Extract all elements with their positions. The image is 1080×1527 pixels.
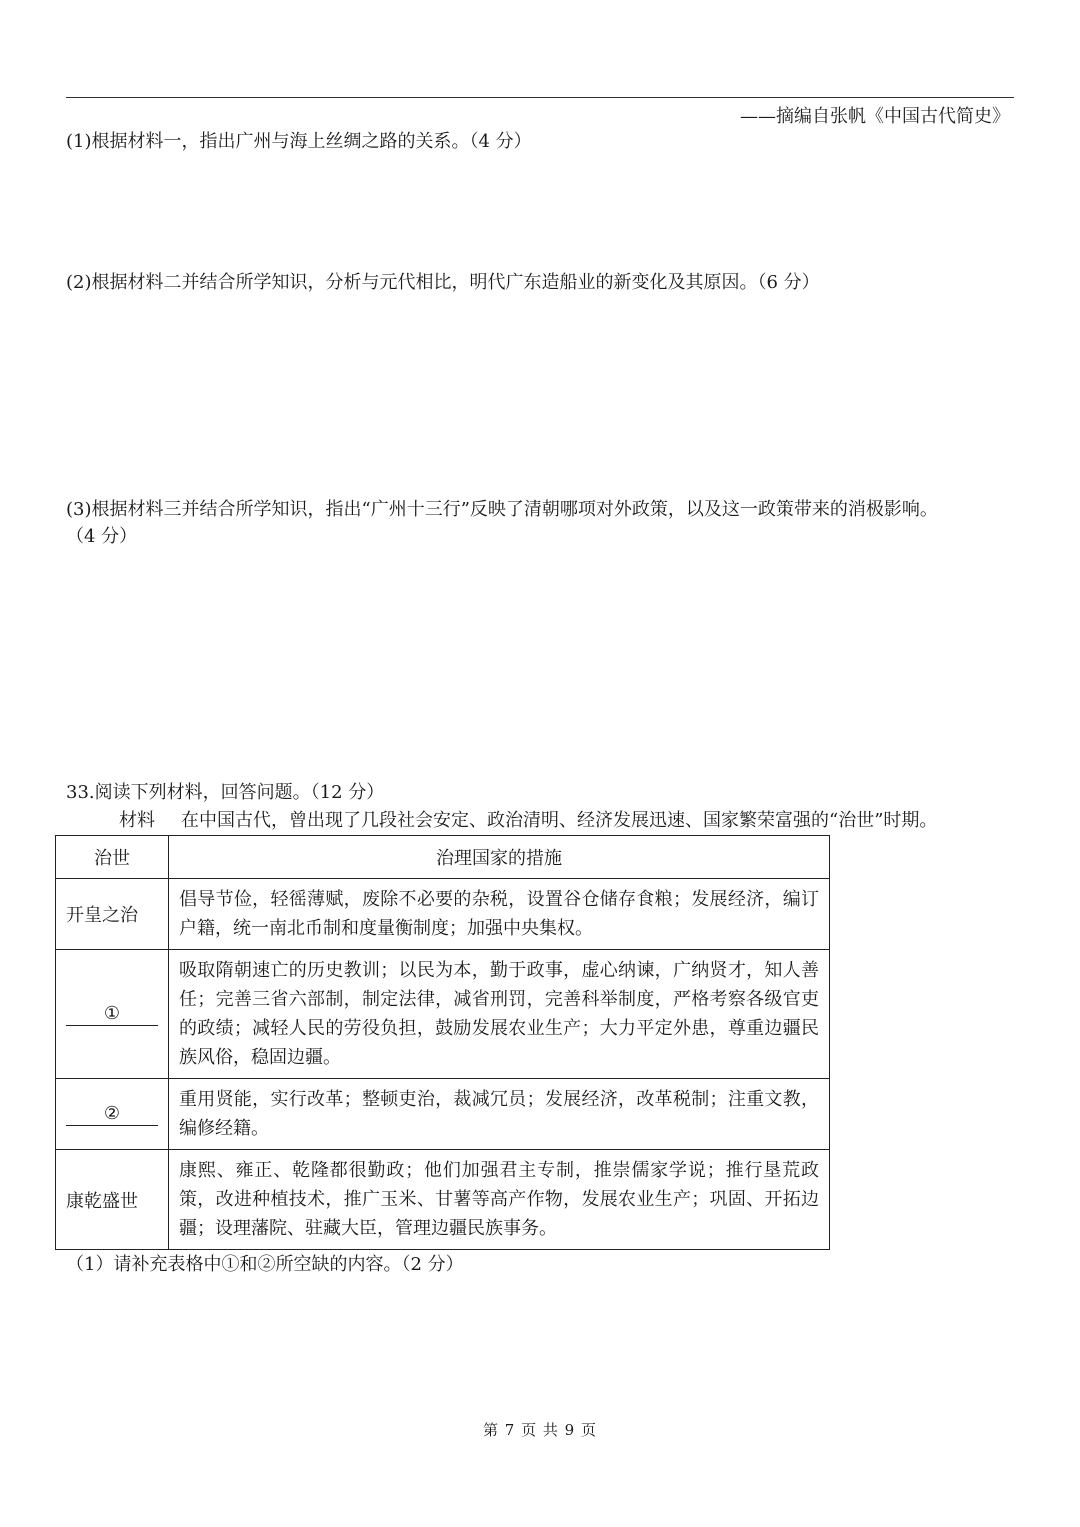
question-33-material [119,808,937,834]
table-row [56,879,830,950]
table-header-measures: 治理国家的措施 [169,836,830,879]
question-32-3-score: （4 分） [66,526,138,547]
table-row [56,1079,830,1150]
top-divider [66,97,1014,98]
material-text: 在中国古代，曾出现了几段社会安定、政治清明、经济发展迅速、国家繁荣富强的“治世”时期。 [181,810,938,831]
question-32-3: (3)根据材料三并结合所学知识，指出“广州十三行”反映了清朝哪项对外政策，以及这一政策带来的消极影响。 [66,499,938,520]
page-number-footer: 第 7 页 共 9 页 [483,1421,597,1439]
answer-blank-1[interactable]: ① [66,1003,158,1026]
question-33-title: 33.阅读下列材料，回答问题。（12 分） [66,782,385,803]
table-header-era: 治世 [56,836,169,879]
material-source-citation: ——摘编自张帆《中国古代简史》 [740,106,1010,127]
era-blank-cell [56,950,169,1079]
material-label: 材料 [119,810,155,831]
table-row [56,950,830,1079]
measures-cell: 重用贤能，实行改革；整顿吏治，裁减冗员；发展经济，改革税制；注重文教，编修经籍。 [169,1079,830,1150]
measures-cell: 倡导节俭，轻徭薄赋，废除不必要的杂税，设置谷仓储存食粮；发展经济，编订户籍，统一南北币制和度量衡制度；加强中央集权。 [169,879,830,950]
question-33-1: （1）请补充表格中①和②所空缺的内容。（2 分） [66,1254,464,1275]
question-32-2: (2)根据材料二并结合所学知识，分析与元代相比，明代广东造船业的新变化及其原因。（6 分） [66,272,820,293]
question-32-1: (1)根据材料一，指出广州与海上丝绸之路的关系。（4 分） [66,131,532,152]
answer-blank-2[interactable]: ② [66,1103,158,1126]
era-cell: 康乾盛世 [56,1150,169,1250]
era-blank-cell [56,1079,169,1150]
table-row [56,1150,830,1250]
era-cell: 开皇之治 [56,879,169,950]
table-header-row [56,836,830,879]
measures-cell: 康熙、雍正、乾隆都很勤政；他们加强君主专制，推崇儒家学说；推行垦荒政策，改进种植技术，推广玉米、甘薯等高产作物，发展农业生产；巩固、开拓边疆；设理藩院、驻藏大臣，管理边疆民族事务。 [169,1150,830,1250]
governance-table [55,835,830,1250]
measures-cell: 吸取隋朝速亡的历史教训；以民为本，勤于政事，虚心纳谏，广纳贤才，知人善任；完善三省六部制，制定法律，减省刑罚，完善科举制度，严格考察各级官吏的政绩；减轻人民的劳役负担，鼓励发展农业生产；大力平定外患，尊重边疆民族风俗，稳固边疆。 [169,950,830,1079]
